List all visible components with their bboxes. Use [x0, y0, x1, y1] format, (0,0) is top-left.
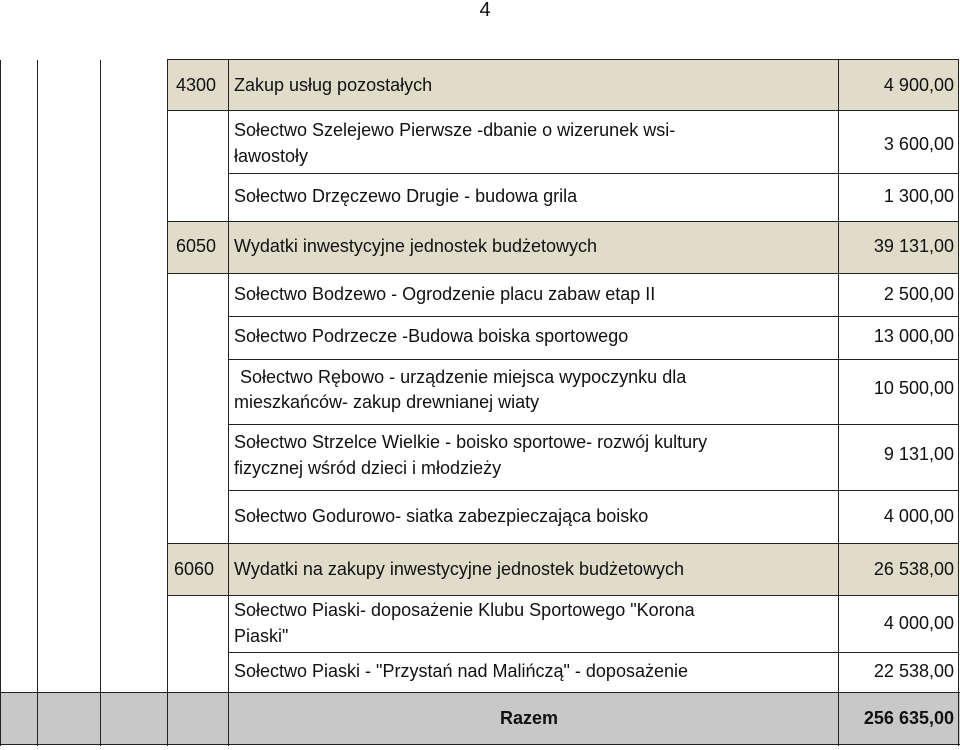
amount: 4 900,00 [883, 75, 954, 95]
amount: 9 131,00 [883, 444, 954, 464]
item-description: Sołectwo Piaski - "Przystań nad Malińczą" - doposażenie [234, 661, 688, 681]
row-rule [228, 490, 959, 491]
row-rule [167, 59, 959, 60]
amount: 4 000,00 [883, 506, 954, 526]
column-rule [228, 60, 229, 746]
row-rule [228, 173, 959, 174]
column-rule [958, 60, 959, 746]
column-rule [0, 60, 1, 746]
item-description: Sołectwo Podrzecze -Budowa boiska sportowego [234, 326, 629, 346]
row-rule [228, 652, 959, 653]
row-rule [167, 273, 959, 274]
column-rule [37, 60, 38, 746]
row-rule [0, 744, 960, 745]
amount: 10 500,00 [873, 378, 954, 398]
column-rule [838, 60, 839, 746]
amount: 2 500,00 [883, 284, 954, 304]
row-rule [167, 110, 959, 111]
item-description-line1: Sołectwo Strzelce Wielkie - boisko sportowe- rozwój kultury [234, 432, 708, 452]
amount: 1 300,00 [883, 186, 954, 206]
amount: 39 131,00 [873, 236, 954, 256]
row-rule [228, 359, 959, 360]
item-description: Sołectwo Godurowo- siatka zabezpieczająca boisko [234, 506, 649, 526]
section-code: 6050 [176, 236, 217, 256]
row-rule [228, 316, 959, 317]
page-number: 4 [479, 0, 491, 21]
row-rule [228, 424, 959, 425]
amount: 4 000,00 [883, 613, 954, 633]
row-rule [0, 692, 960, 693]
total-amount: 256 635,00 [863, 708, 954, 728]
row-rule [167, 543, 959, 544]
total-label: Razem [500, 708, 559, 728]
amount: 26 538,00 [873, 559, 954, 579]
amount: 13 000,00 [873, 326, 954, 346]
section-code: 6060 [174, 559, 215, 579]
section-description: Wydatki inwestycyjne jednostek budżetowych [234, 236, 598, 256]
item-description-line2: mieszkańców- zakup drewnianej wiaty [234, 392, 540, 412]
item-description-line1: Sołectwo Rębowo - urządzenie miejsca wypoczynku dla [240, 367, 687, 387]
column-rule [100, 60, 101, 746]
item-description-line2: ławostoły [234, 146, 309, 166]
section-code: 4300 [176, 75, 217, 95]
column-rule [167, 60, 168, 746]
amount: 3 600,00 [883, 134, 954, 154]
item-description: Sołectwo Bodzewo - Ogrodzenie placu zabaw etap II [234, 284, 656, 304]
item-description: Sołectwo Drzęczewo Drugie - budowa grila [234, 186, 578, 206]
row-rule [167, 221, 959, 222]
total-band [0, 692, 960, 744]
item-description-line1: Sołectwo Piaski- doposażenie Klubu Sportowego "Korona [234, 600, 695, 620]
section-description: Wydatki na zakupy inwestycyjne jednostek budżetowych [234, 559, 685, 579]
item-description-line2: Piaski" [234, 626, 289, 646]
row-rule [167, 595, 959, 596]
section-description: Zakup usług pozostałych [234, 75, 433, 95]
amount: 22 538,00 [873, 661, 954, 681]
item-description-line2: fizycznej wśród dzieci i młodzieży [234, 458, 502, 478]
item-description-line1: Sołectwo Szelejewo Pierwsze -dbanie o wizerunek wsi- [234, 120, 676, 140]
